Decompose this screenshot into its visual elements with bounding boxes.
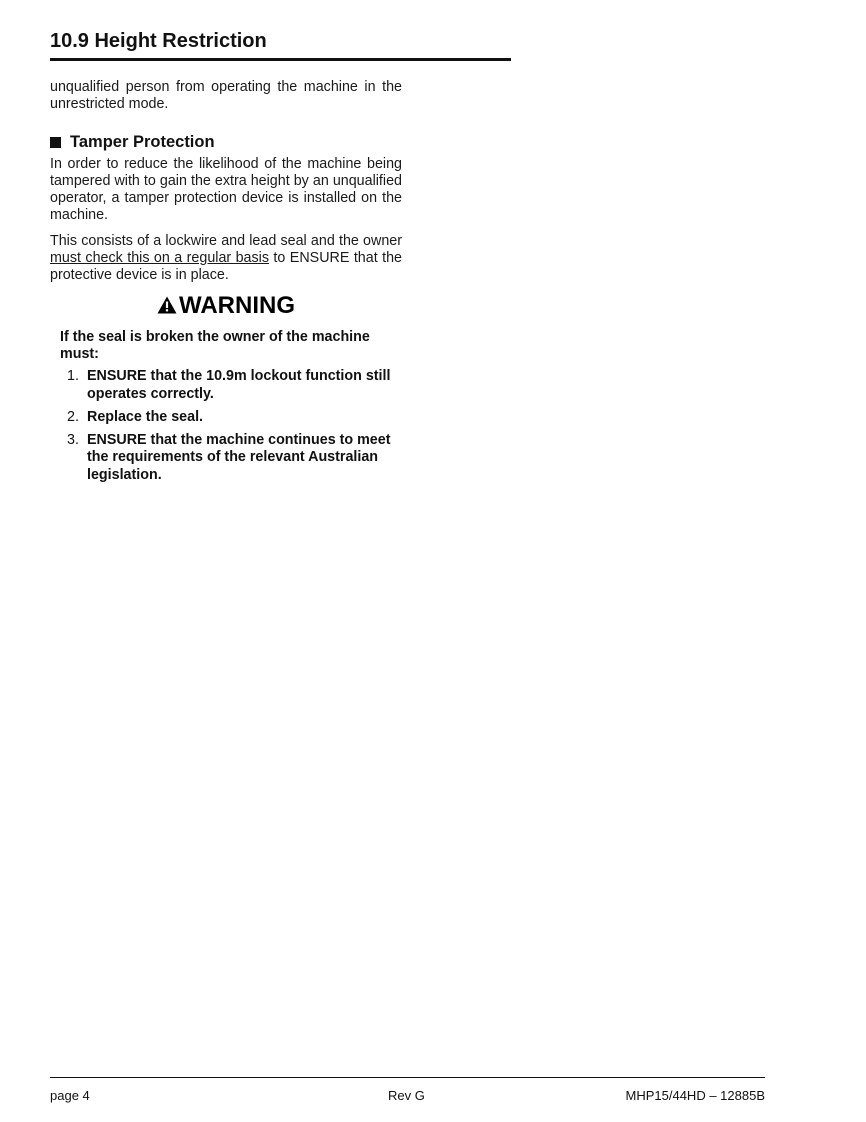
warning-step — [60, 368, 402, 403]
footer-divider — [50, 1077, 765, 1078]
warning-heading — [50, 291, 402, 321]
step-number: 1. — [67, 368, 79, 384]
section-heading — [50, 131, 402, 153]
step-number: 3. — [67, 431, 79, 448]
paragraph-lockwire-emphasis: must check this on a regular basis — [50, 250, 269, 266]
warning-body — [60, 329, 402, 484]
paragraph-tamper-device: In order to reduce the likelihood of the machine being tampered with to gain the extra height by an unqualified operator, a tamper protection device is installed on the machine. — [50, 156, 402, 223]
intro-paragraph: unqualified person from operating the machine in the unrestricted mode. — [50, 79, 402, 112]
paragraph-lockwire — [50, 233, 402, 284]
paragraph-lockwire-end: to ENSURE that the protective device is in place. — [50, 250, 402, 283]
step-text: ENSURE that the machine continues to meet the requirements of the relevant Australian legislation. — [87, 431, 391, 483]
warning-step — [60, 432, 402, 485]
page-number: page 4 — [50, 1088, 90, 1103]
warning-intro: If the seal is broken the owner of the machine must: — [60, 329, 370, 362]
warning-steps-list — [60, 368, 402, 484]
page-title: 10.9 Height Restriction — [50, 30, 267, 52]
paragraph-lockwire-start: This consists of a lockwire and lead seal and the owner — [50, 233, 402, 249]
document-id: MHP15/44HD – 12885B — [625, 1088, 765, 1103]
header-divider — [50, 58, 511, 61]
step-text: Replace the seal. — [87, 408, 204, 425]
warning-heading-label: WARNING — [179, 292, 295, 319]
revision-label: Rev G — [388, 1088, 425, 1103]
section-heading-label: Tamper Protection — [70, 133, 215, 151]
warning-step — [60, 409, 402, 427]
main-content — [50, 79, 402, 490]
step-text: ENSURE that the 10.9m lockout function still operates correctly. — [87, 368, 391, 402]
step-number: 2. — [67, 408, 79, 425]
square-bullet-icon — [50, 137, 61, 148]
warning-triangle-icon — [157, 296, 177, 314]
